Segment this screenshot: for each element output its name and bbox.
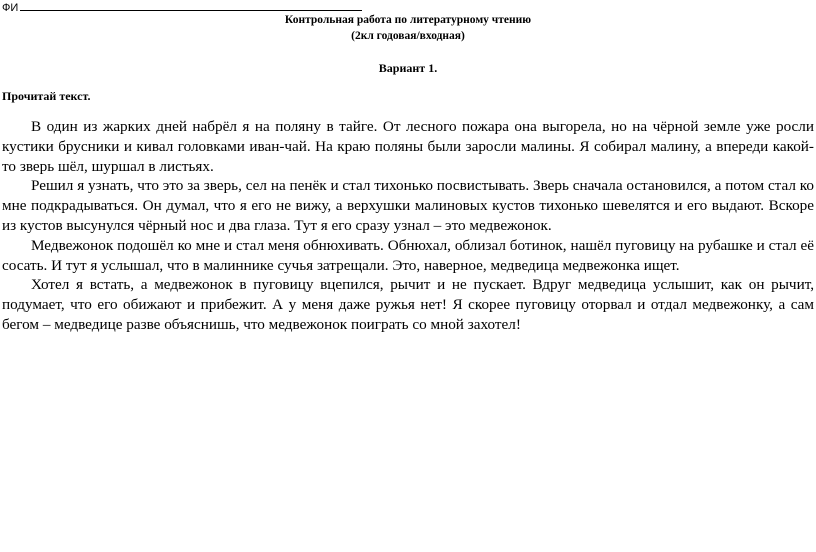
variant-heading: Вариант 1. xyxy=(378,61,438,75)
instruction-text: Прочитай текст. xyxy=(2,89,91,103)
story-paragraph-3: Медвежонок подошёл ко мне и стал меня обнюхивать. Обнюхал, облизал ботинок, нашёл пуговицу на рубашке и стал её сосать. И тут я услышал, что в малиннике сучья затрещали. Это, наверное, медведица медвежонка ищет. xyxy=(2,236,814,274)
story-paragraph-2: Решил я узнать, что это за зверь, сел на пенёк и стал тихонько посвистывать. Зверь сначала остановился, а потом стал ко мне подкрадываться. Он думал, что я его не вижу, а верхушки малиновых кустов тихонько шевелятся и его выдают. Вскоре из кустов высунулся чёрный нос и два глаза. Тут я его сразу узнал – это медвежонок. xyxy=(2,177,814,234)
story-paragraph-4: Хотел я встать, а медвежонок в пуговицу вцепился, рычит и не пускает. Вдруг медведица услышит, как он рычит, подумает, что его обижают и прибежит. А у меня даже ружья нет! Я скорее пуговицу оторвал и отдал медвежонку, а сам бегом – медведице разве объяснишь, что медвежонок поиграть со мной захотел! xyxy=(2,276,814,333)
name-field-label: ФИ xyxy=(2,2,19,14)
document-title: Контрольная работа по литературному чтению xyxy=(284,14,532,26)
story-paragraph-1: В один из жарких дней набрёл я на поляну в тайге. От лесного пожара она выгорела, но на чёрной земле уже росли кустики брусники и кивал головками иван-чай. На краю поляны были заросли малины. Я собирал малину, а впереди какой-то зверь шёл, шуршал в листьях. xyxy=(2,118,814,175)
name-field-blank xyxy=(20,1,362,11)
story-text xyxy=(2,117,814,335)
document-subtitle: (2кл годовая/входная) xyxy=(351,30,465,42)
